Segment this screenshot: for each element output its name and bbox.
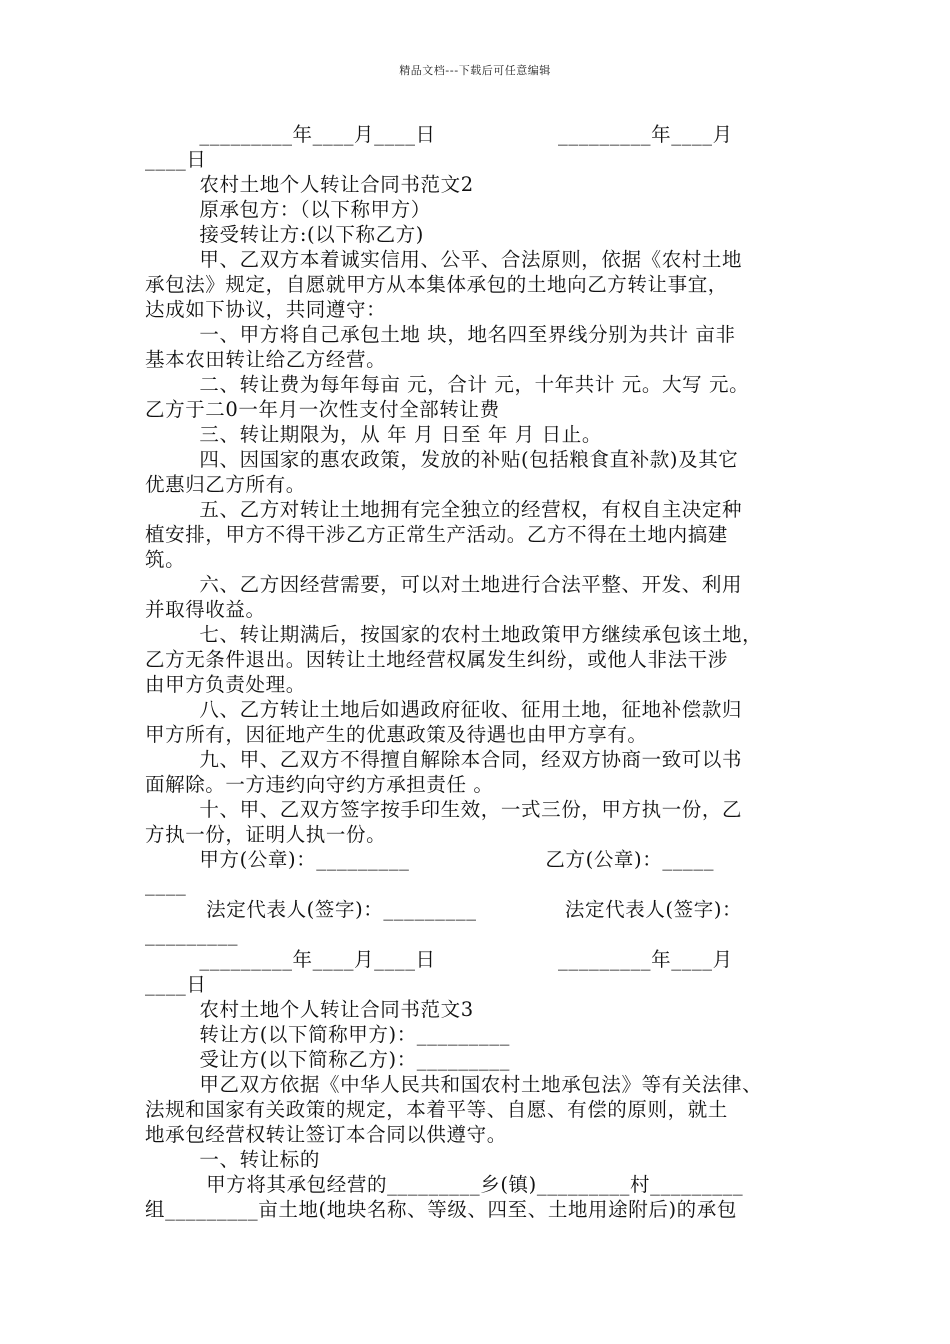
text-line: 乙方于二0一年月一次性支付全部转让费 (145, 398, 500, 421)
text-line: 三、转让期限为，从 年 月 日至 年 月 日止。 (145, 423, 602, 446)
text-line: 受让方(以下简称乙方)：_________ (145, 1048, 510, 1071)
text-line: 方执一份，证明人执一份。 (145, 823, 387, 846)
text-line: 植安排，甲方不得干涉乙方正常生产活动。乙方不得在土地内搞建 (145, 523, 728, 546)
text-line: 农村土地个人转让合同书范文3 (145, 998, 474, 1021)
text-line: 七、转让期满后，按国家的农村土地政策甲方继续承包该土地， (145, 623, 763, 646)
text-line: 九、甲、乙双方不得擅自解除本合同，经双方协商一致可以书 (145, 748, 743, 771)
text-line: ____ (145, 873, 187, 896)
text-line: _________ (145, 923, 239, 946)
text-line: 原承包方：（以下称甲方） (145, 198, 431, 221)
text-line: 一、转让标的 (145, 1148, 320, 1171)
text-line: 农村土地个人转让合同书范文2 (145, 173, 474, 196)
text-line: 基本农田转让给乙方经营。 (145, 348, 387, 371)
text-line: 法定代表人(签字)：_________ 法定代表人(签字)： (145, 898, 743, 921)
text-line: 承包法》规定，自愿就甲方从本集体承包的土地向乙方转让事宜， (145, 273, 728, 296)
text-line: _________年____月____日 _________年____月 (145, 123, 733, 146)
text-line: 六、乙方因经营需要，可以对土地进行合法平整、开发、利用 (145, 573, 743, 596)
text-line: 组_________亩土地(地块名称、等级、四至、土地用途附后)的承包 (145, 1198, 737, 1221)
page-header: 精品文档---下载后可任意编辑 (399, 64, 551, 77)
text-line: 乙方无条件退出。因转让土地经营权属发生纠纷，或他人非法干涉 (145, 648, 728, 671)
text-line: 转让方(以下简称甲方)：_________ (145, 1023, 510, 1046)
text-line: 达成如下协议，共同遵守： (145, 298, 387, 321)
text-line: 甲乙双方依据《中华人民共和国农村土地承包法》等有关法律、 (145, 1073, 763, 1096)
text-line: ____日 (145, 973, 207, 996)
text-line: 甲方所有，因征地产生的优惠政策及待遇也由甲方享有。 (145, 723, 648, 746)
text-line: 法规和国家有关政策的规定，本着平等、自愿、有偿的原则，就土 (145, 1098, 728, 1121)
text-line: 五、乙方对转让土地拥有完全独立的经营权，有权自主决定种 (145, 498, 743, 521)
text-line: 四、因国家的惠农政策，发放的补贴(包括粮食直补款)及其它 (145, 448, 739, 471)
text-line: 优惠归乙方所有。 (145, 473, 306, 496)
text-line: 接受转让方:(以下称乙方) (145, 223, 424, 246)
text-line: 八、乙方转让土地后如遇政府征收、征用土地，征地补偿款归 (145, 698, 743, 721)
text-line: 一、甲方将自己承包土地 块，地名四至界线分别为共计 亩非 (145, 323, 736, 346)
text-line: 由甲方负责处理。 (145, 673, 306, 696)
text-line: 甲方(公章)：_________ 乙方(公章)：_____ (145, 848, 715, 871)
text-line: 地承包经营权转让签订本合同以供遵守。 (145, 1123, 507, 1146)
document-body (145, 122, 813, 1222)
text-line: 筑。 (145, 548, 186, 571)
text-line: 甲方将其承包经营的_________乡(镇)_________村_________ (145, 1173, 744, 1196)
text-line: 十、甲、乙双方签字按手印生效，一式三份，甲方执一份，乙 (145, 798, 743, 821)
text-line: _________年____月____日 _________年____月 (145, 948, 733, 971)
text-line: ____日 (145, 148, 207, 171)
text-line: 并取得收益。 (145, 598, 266, 621)
text-line: 面解除。一方违约向守约方承担责任 。 (145, 773, 494, 796)
text-line: 甲、乙双方本着诚实信用、公平、合法原则，依据《农村土地 (145, 248, 743, 271)
text-line: 二、转让费为每年每亩 元，合计 元，十年共计 元。大写 元。 (145, 373, 750, 396)
